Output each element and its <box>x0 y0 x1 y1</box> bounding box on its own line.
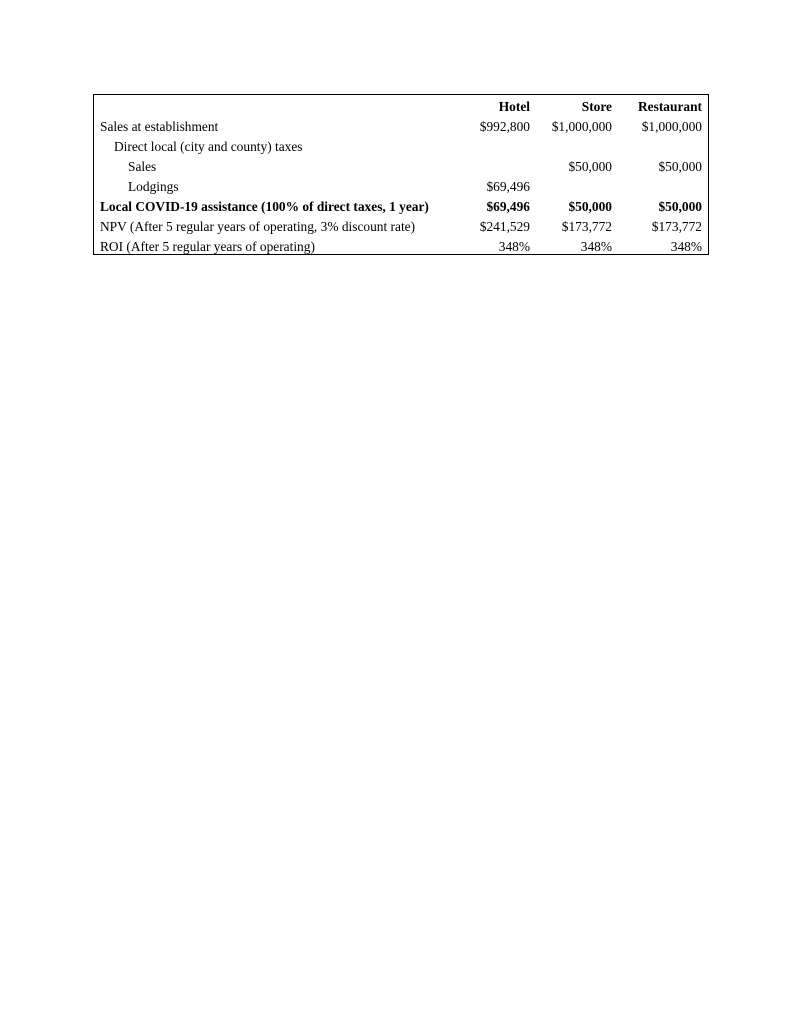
row-label: Sales <box>128 159 157 174</box>
data-table-container <box>93 94 709 255</box>
header-restaurant: Restaurant <box>638 99 702 114</box>
table-row <box>94 177 708 197</box>
store-value: $50,000 <box>568 159 612 174</box>
table-row <box>94 217 708 237</box>
restaurant-value <box>618 137 708 157</box>
hotel-value: $241,529 <box>479 219 530 234</box>
table-row <box>94 137 708 157</box>
store-value <box>536 137 618 157</box>
table-row <box>94 237 708 257</box>
table-row <box>94 157 708 177</box>
restaurant-value: 348% <box>670 239 702 254</box>
header-store: Store <box>581 99 612 114</box>
row-label: Local COVID-19 assistance (100% of direct taxes, 1 year) <box>100 199 429 214</box>
header-blank <box>94 95 452 117</box>
restaurant-value: $50,000 <box>658 159 702 174</box>
store-value <box>536 177 618 197</box>
header-row <box>94 95 708 117</box>
row-label: Lodgings <box>128 179 179 194</box>
table-row <box>94 117 708 137</box>
store-value: 348% <box>580 239 612 254</box>
hotel-value: $69,496 <box>486 199 530 214</box>
hotel-value: 348% <box>498 239 530 254</box>
restaurant-value: $1,000,000 <box>641 119 702 134</box>
store-value: $1,000,000 <box>551 119 612 134</box>
hotel-value <box>452 137 536 157</box>
restaurant-value: $50,000 <box>658 199 702 214</box>
row-label: ROI (After 5 regular years of operating) <box>100 239 315 254</box>
store-value: $173,772 <box>561 219 612 234</box>
row-label: Direct local (city and county) taxes <box>114 139 303 154</box>
restaurant-value: $173,772 <box>651 219 702 234</box>
covid-assistance-table <box>94 95 708 257</box>
row-label: NPV (After 5 regular years of operating, 3% discount rate) <box>100 219 416 234</box>
restaurant-value <box>618 177 708 197</box>
row-label: Sales at establishment <box>100 119 219 134</box>
table-row-total <box>94 197 708 217</box>
store-value: $50,000 <box>568 199 612 214</box>
hotel-value: $992,800 <box>479 119 530 134</box>
hotel-value: $69,496 <box>486 179 530 194</box>
hotel-value <box>452 157 536 177</box>
header-hotel: Hotel <box>498 99 530 114</box>
